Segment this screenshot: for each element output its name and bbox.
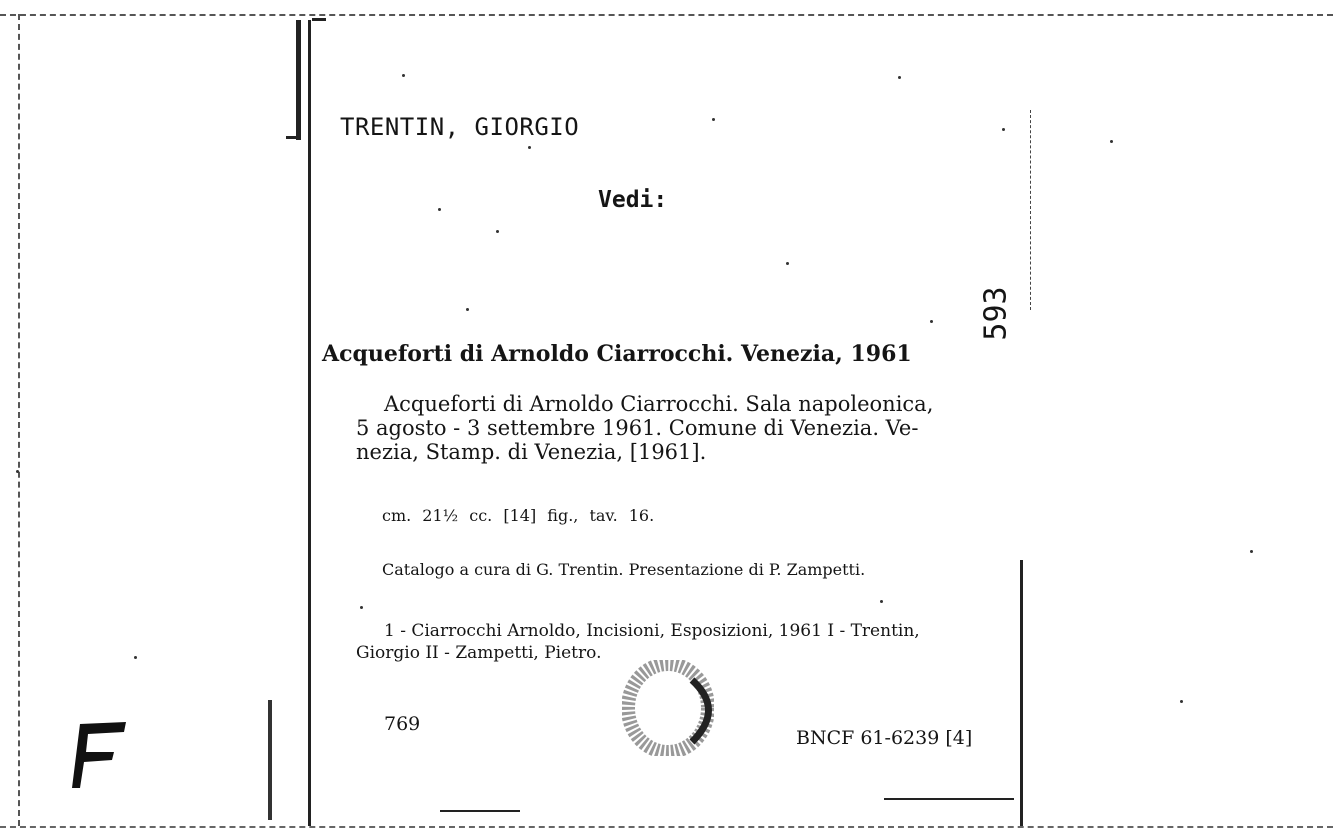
see-also-label: Vedi: (598, 187, 668, 213)
catalog-title: Acqueforti di Arnoldo Ciarrocchi. Venezia, 1961 (322, 341, 912, 367)
scan-speck (360, 606, 363, 609)
scan-speck (930, 320, 933, 323)
heading-author-name: TRENTIN, GIORGIO (340, 113, 580, 141)
card-right-edge-dashed (1030, 110, 1031, 310)
bibliographic-description (356, 392, 1036, 464)
description-line: 5 agosto - 3 settembre 1961. Comune di Venezia. Ve- (356, 416, 919, 440)
edge-tick (884, 798, 1014, 800)
description-line: nezia, Stamp. di Venezia, [1961]. (356, 440, 707, 464)
scan-speck (712, 118, 715, 121)
collation-line: cm. 21½ cc. [14] fig., tav. 16. (382, 506, 655, 525)
side-number-code: 593 (978, 286, 1014, 341)
scan-speck (466, 308, 469, 311)
scan-border-left (18, 14, 20, 826)
library-stamp-mark (622, 660, 714, 756)
scan-border-top (0, 14, 1333, 16)
tracing-line: Giorgio II - Zampetti, Pietro. (356, 643, 602, 663)
scan-speck (786, 262, 789, 265)
library-call-code: BNCF 61-6239 [4] (796, 727, 973, 749)
scan-speck (402, 74, 405, 77)
scan-speck (496, 230, 499, 233)
scan-border-bottom (0, 826, 1333, 828)
scan-speck (1110, 140, 1113, 143)
corner-f-mark (66, 718, 130, 790)
scan-speck (438, 208, 441, 211)
tracing-line: 1 - Ciarrocchi Arnoldo, Incisioni, Esposizioni, 1961 I - Trentin, (384, 621, 920, 641)
scan-speck (1002, 128, 1005, 131)
card-right-edge (1020, 560, 1023, 826)
description-line: Acqueforti di Arnoldo Ciarrocchi. Sala napoleonica, (384, 392, 934, 416)
edge-tick (286, 136, 300, 139)
scan-speck (1250, 550, 1253, 553)
scan-speck (16, 470, 19, 473)
card-number: 769 (384, 713, 421, 735)
card-left-edge-shadow (296, 20, 301, 140)
card-left-edge (308, 20, 311, 826)
scan-speck (880, 600, 883, 603)
edge-tick (440, 810, 520, 812)
catalog-note: Catalogo a cura di G. Trentin. Presentazione di P. Zampetti. (382, 560, 866, 579)
subject-tracings (356, 620, 1026, 664)
edge-tick (312, 18, 326, 21)
scan-speck (1180, 700, 1183, 703)
scan-speck (134, 656, 137, 659)
card-left-edge-lower (268, 700, 272, 820)
scan-speck (528, 146, 531, 149)
scan-speck (898, 76, 901, 79)
